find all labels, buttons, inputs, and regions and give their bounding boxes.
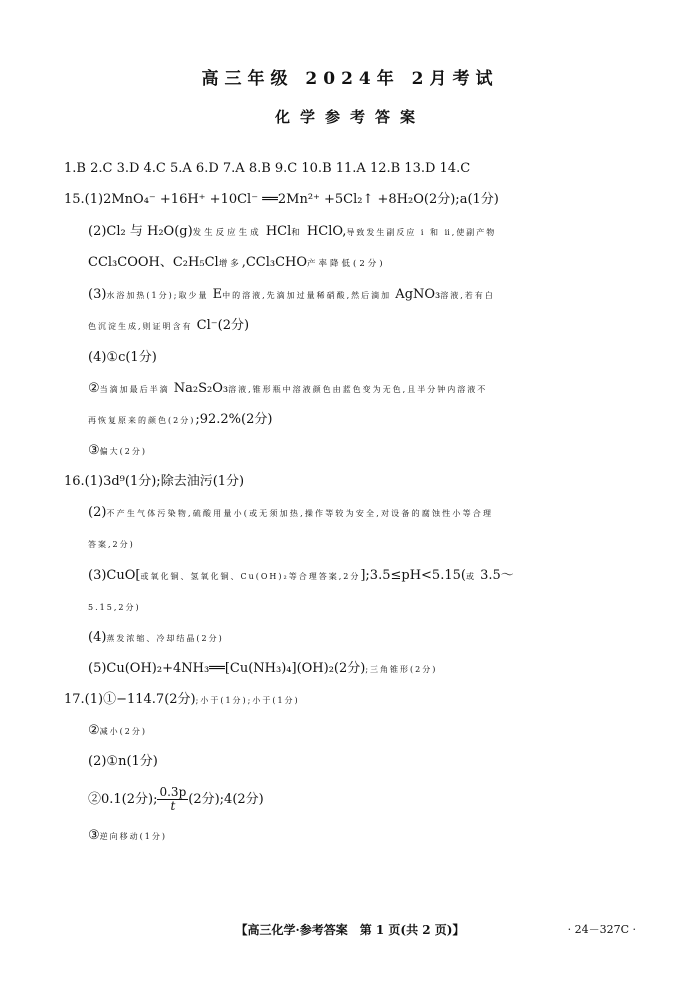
q16-p5-a: (5)Cu(OH)₂+4NH₃══[Cu(NH₃)₄](OH)₂(2分) (88, 661, 366, 676)
q16-p4-b: 蒸发浓缩、冷却结晶(2分) (106, 634, 224, 643)
q15-p4-c: Na₂S₂O₃ (169, 381, 229, 396)
q15-p2-e: HClO, (302, 224, 347, 239)
q15-p4-e: 再恢复原来的颜色(2分) (88, 416, 196, 425)
q15-p3-b: 水浴加热(1分);取少量 (106, 291, 209, 300)
q17-part2-sub3 (88, 826, 167, 847)
q15-part3-line1 (88, 285, 495, 306)
q15-p4-b: 当滴加最后半滴 (99, 385, 170, 394)
q17-part1-sub1 (64, 690, 300, 711)
q16-p3-d: 或 (465, 572, 476, 581)
q16-p2-b: 不产生气体污染物,硫酸用量小(或无须加热,操作等较为安全,对设备的腐蚀性小等合理 (106, 509, 494, 518)
q15-p4-g: ③ (88, 443, 100, 458)
q16-p3-b: 或氧化铜、氢氧化铜、Cu(OH)₂等合理答案,2分 (140, 572, 361, 581)
fraction-denominator: t (170, 799, 176, 813)
q16-part3-line1 (88, 566, 514, 587)
footer-exam-code: · 24－327C · (567, 923, 636, 936)
q15-part1: 15.(1)2MnO₄⁻ +16H⁺ +10Cl⁻ ══2Mn²⁺ +5Cl₂↑ +8H₂O(2分);a(1分) (64, 192, 499, 207)
q16-p2-a: (2) (88, 505, 107, 520)
q15-part2-line2 (88, 253, 386, 274)
q15-p2-j: 产率降低(2分) (307, 259, 386, 269)
q15-p2-a: (2)Cl₂ 与 H₂O(g) (88, 224, 193, 239)
q15-p3-c: E (208, 287, 223, 302)
q15-p2-i: ,CCl₃CHO (241, 255, 308, 270)
page-title: 高三年级 2024年 2月考试 (201, 69, 499, 89)
q16-part2-line2 (88, 534, 135, 555)
q16-p5-b: ;三角锥形(2分) (365, 665, 438, 674)
multiple-choice-answers: 1.B 2.C 3.D 4.C 5.A 6.D 7.A 8.B 9.C 10.B 11.A 12.B 13.D 14.C (64, 161, 471, 176)
q15-part4-sub1: (4)①c(1分) (88, 350, 157, 365)
q17-part1-sub2 (88, 721, 147, 742)
q15-part4-sub2-line2 (88, 410, 272, 431)
q15-p2-g: CCl₃COOH、C₂H₅Cl (88, 255, 219, 270)
q17-p1-a: 17.(1)①−114.7(2分) (64, 692, 196, 707)
q17-p2-d: 逆向移动(1分) (99, 832, 167, 841)
q16-part4 (88, 628, 224, 649)
q15-p3-f: 溶液,若有白 (440, 291, 495, 300)
q17-p2-a: ②0.1(2分); (88, 792, 158, 807)
q16-p4-a: (4) (88, 630, 107, 645)
q17-p2-c: ③ (88, 828, 100, 843)
q16-part1: 16.(1)3d⁹(1分);除去油污(1分) (64, 474, 245, 489)
q15-part4-sub2-line1 (88, 379, 487, 400)
q16-part2-line1 (88, 503, 493, 524)
q15-p4-a: ② (88, 381, 100, 396)
q15-p2-f: 导致发生副反应 ⅰ 和 ⅱ,使副产物 (346, 228, 497, 237)
q15-p2-c: HCl (261, 224, 292, 239)
q17-part2-sub1: (2)①n(1分) (88, 754, 158, 769)
q15-part4-sub3 (88, 441, 147, 462)
q15-p2-d: 和 (291, 228, 303, 238)
q15-p3-a: (3) (88, 287, 107, 302)
q15-p4-d: 溶液,锥形瓶中溶液颜色由蓝色变为无色,且半分钟内溶液不 (228, 385, 488, 394)
q16-p2-c: 答案,2分) (88, 540, 135, 549)
q16-p3-f: 5.15,2分) (88, 603, 141, 612)
fraction (157, 786, 188, 813)
q15-p3-h: Cl⁻(2分) (192, 318, 250, 333)
q15-p3-g: 色沉淀生成,则证明含有 (88, 322, 193, 331)
q15-p4-h: 偏大(2分) (99, 447, 147, 456)
q15-p3-e: AgNO₃ (391, 287, 441, 302)
q16-p3-a: (3)CuO[ (88, 568, 141, 583)
q16-p3-c: ];3.5≤pH<5.15( (360, 568, 466, 583)
q15-part2-line1 (88, 222, 496, 243)
q15-p2-b: 发生反应生成 (192, 228, 262, 238)
q17-p1-c: ② (88, 723, 100, 738)
q17-p1-d: 减小(2分) (99, 727, 147, 736)
q17-p1-b: ;小于(1分);小于(1分) (195, 696, 300, 705)
fraction-numerator: 0.3p (159, 785, 187, 799)
q15-part3-line2 (88, 316, 249, 337)
q15-p4-f: ;92.2%(2分) (195, 412, 273, 427)
page-subtitle: 化学参考答案 (274, 108, 425, 126)
q16-part3-line2 (88, 597, 141, 618)
q15-p2-h: 增多 (218, 259, 242, 269)
footer-page-info: 【高三化学·参考答案 第 1 页(共 2 页)】 (235, 923, 465, 937)
q15-p3-d: 中的溶液,先滴加过量稀硝酸,然后滴加 (222, 291, 392, 300)
q16-part5 (88, 659, 437, 680)
q16-p3-e: 3.5～ (475, 568, 514, 583)
q17-p2-b: (2分);4(2分) (188, 792, 264, 807)
q17-part2-sub2 (88, 786, 264, 813)
